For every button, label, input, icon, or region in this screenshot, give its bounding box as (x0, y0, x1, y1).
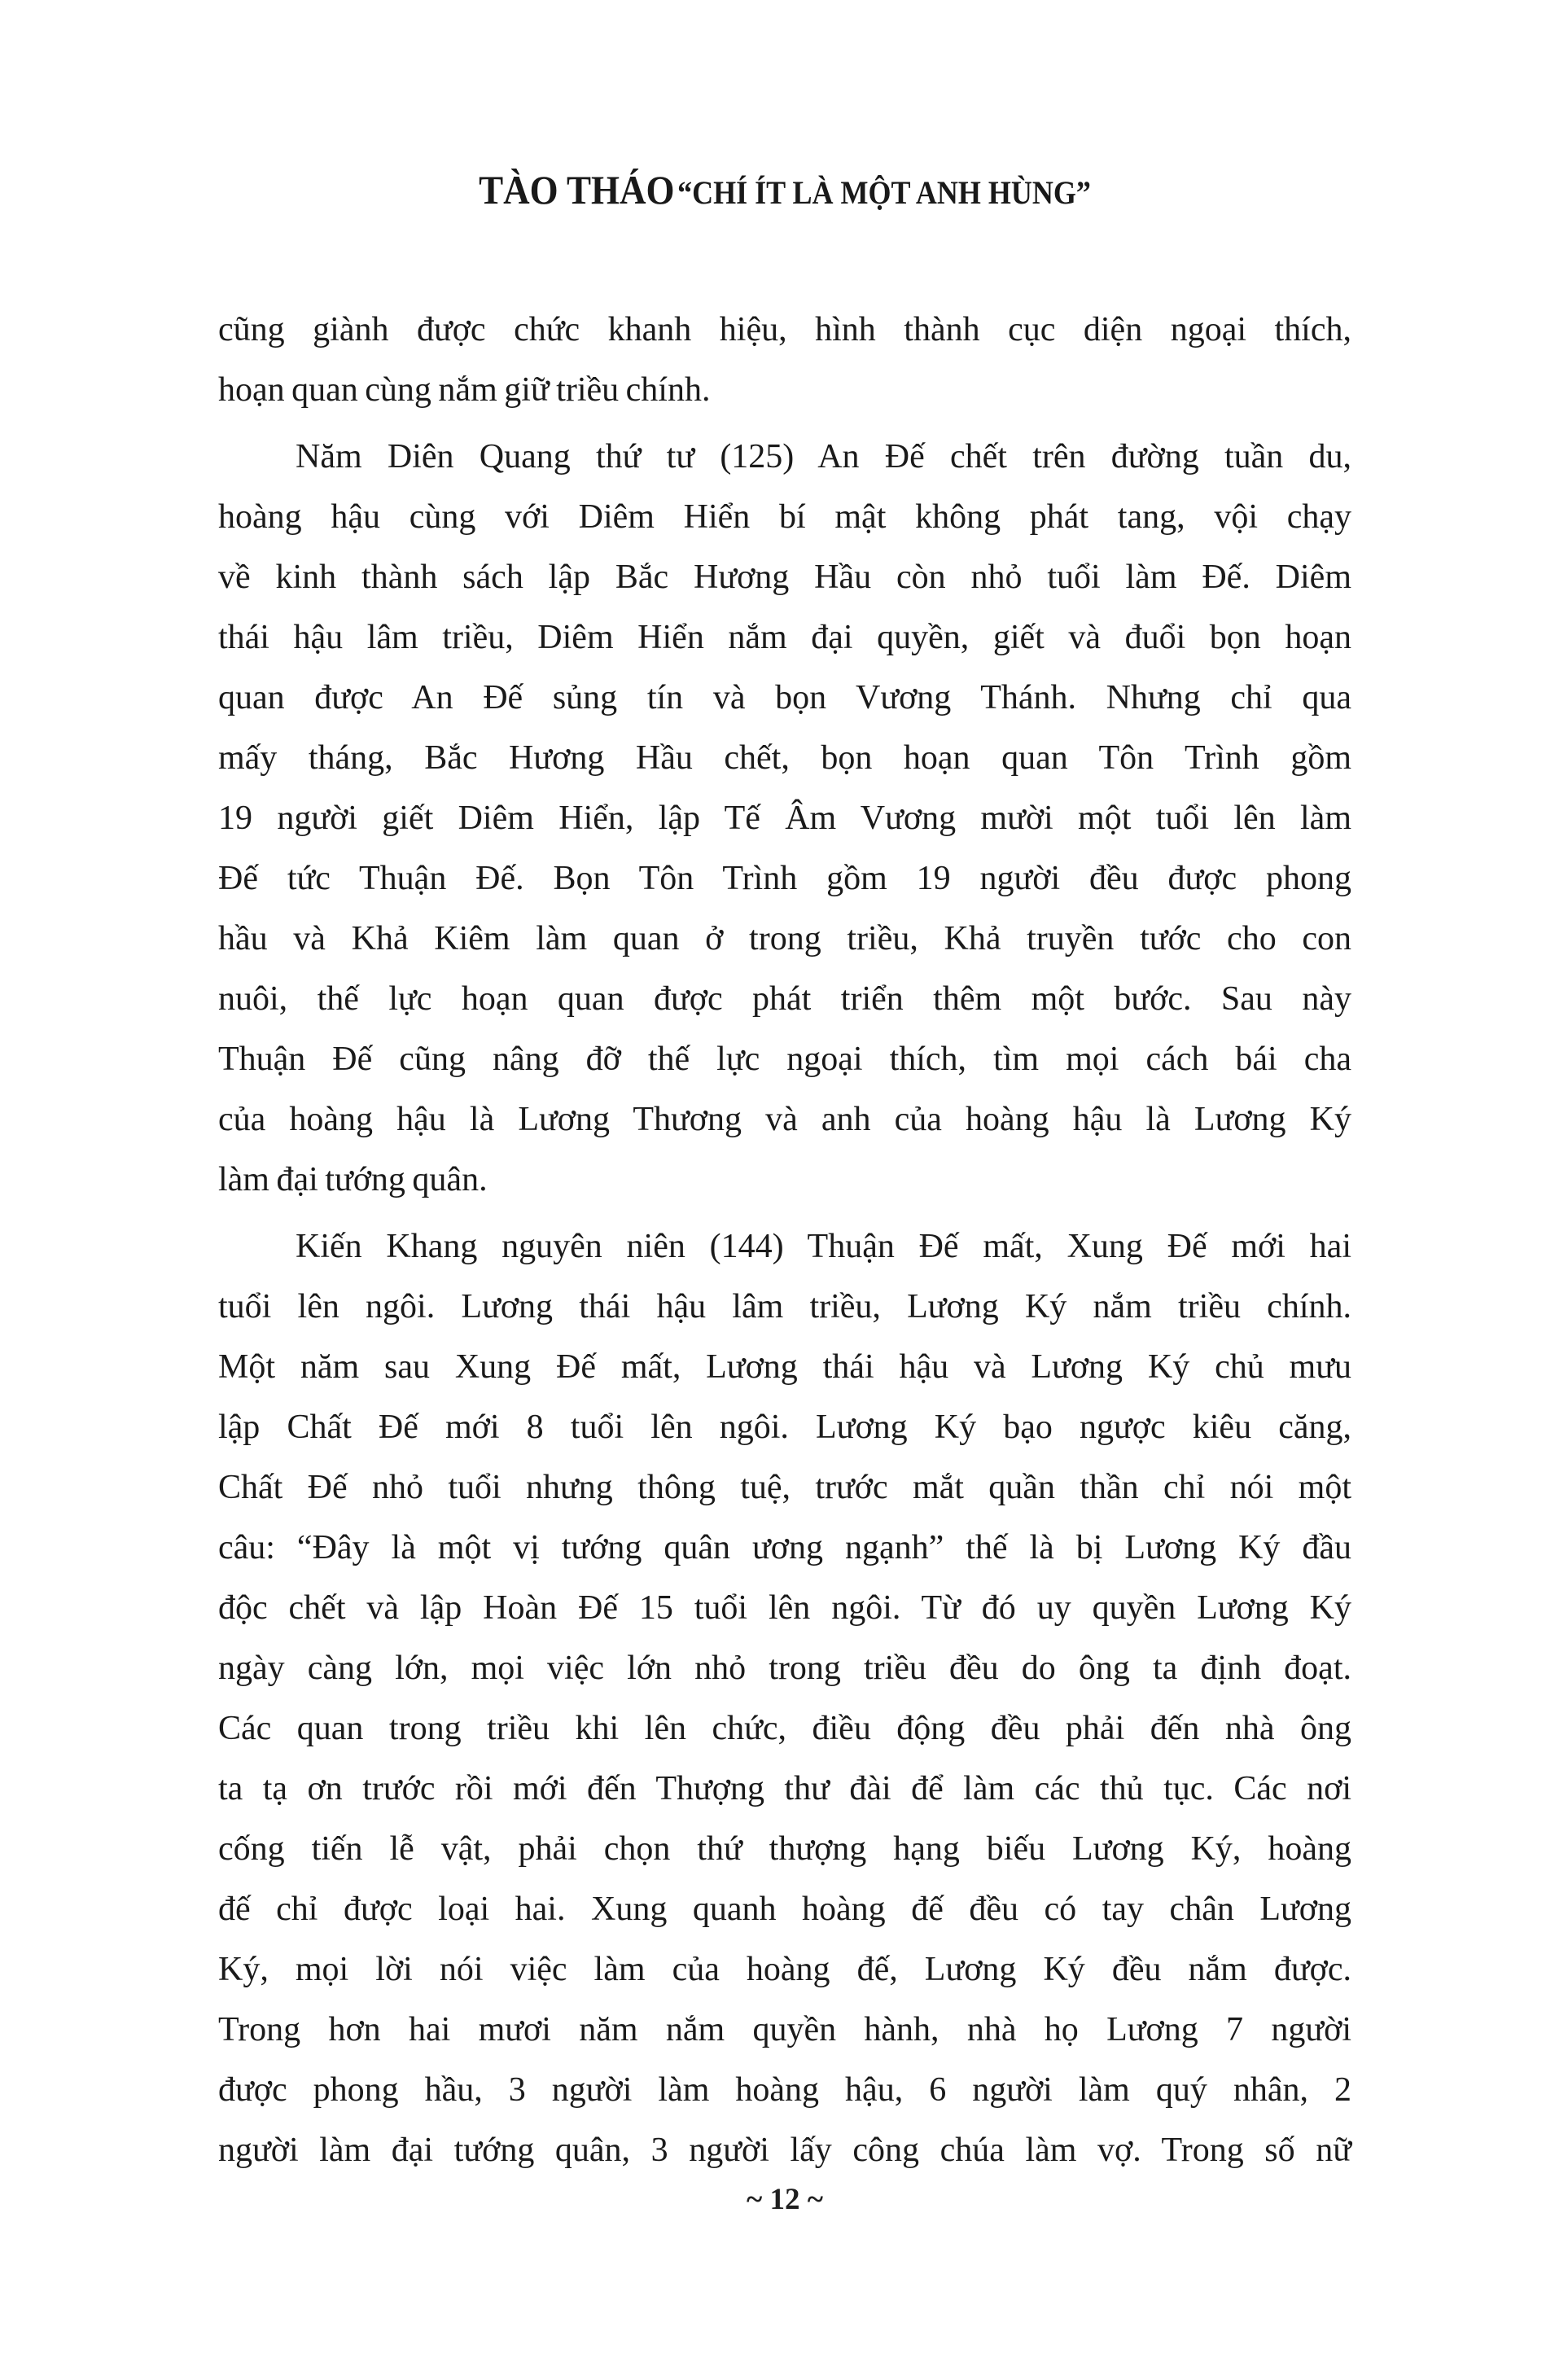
text-line: lập Chất Đế mới 8 tuổi lên ngôi. Lương Ký bạo ngược kiêu căng, (218, 1409, 1351, 1446)
paragraph (218, 300, 1351, 420)
text-line: làm đại tướng quân. (218, 1161, 488, 1198)
text-line: hầu và Khả Kiêm làm quan ở trong triều, Khả truyền tước cho con (218, 920, 1351, 957)
text-line: ta tạ ơn trước rồi mới đến Thượng thư đài để làm các thủ tục. Các nơi (218, 1770, 1351, 1807)
running-header (275, 166, 1295, 213)
text-line: tuổi lên ngôi. Lương thái hậu lâm triều, Lương Ký nắm triều chính. (218, 1288, 1351, 1325)
text-line: người làm đại tướng quân, 3 người lấy công chúa làm vợ. Trong số nữ (218, 2132, 1351, 2169)
text-line: Ký, mọi lời nói việc làm của hoàng đế, Lương Ký đều nắm được. (218, 1951, 1351, 1988)
text-line: Năm Diên Quang thứ tư (125) An Đế chết trên đường tuần du, (296, 438, 1351, 475)
text-line: Kiến Khang nguyên niên (144) Thuận Đế mất, Xung Đế mới hai (296, 1228, 1351, 1265)
text-line: cũng giành được chức khanh hiệu, hình thành cục diện ngoại thích, (218, 311, 1351, 348)
paragraph (218, 427, 1351, 1210)
text-line: Các quan trong triều khi lên chức, điều động đều phải đến nhà ông (218, 1710, 1351, 1747)
body-text (218, 300, 1351, 2180)
text-line: quan được An Đế sủng tín và bọn Vương Thánh. Nhưng chỉ qua (218, 679, 1351, 716)
text-line: Chất Đế nhỏ tuổi nhưng thông tuệ, trước mắt quần thần chỉ nói một (218, 1469, 1351, 1506)
text-line: độc chết và lập Hoàn Đế 15 tuổi lên ngôi. Từ đó uy quyền Lương Ký (218, 1589, 1351, 1627)
text-line: của hoàng hậu là Lương Thương và anh của hoàng hậu là Lương Ký (218, 1101, 1351, 1138)
text-line: Trong hơn hai mươi năm nắm quyền hành, nhà họ Lương 7 người (218, 2011, 1351, 2048)
text-line: Thuận Đế cũng nâng đỡ thế lực ngoại thích, tìm mọi cách bái cha (218, 1041, 1351, 1078)
text-line: hoàng hậu cùng với Diêm Hiển bí mật không phát tang, vội chạy (218, 498, 1351, 536)
text-line: mấy tháng, Bắc Hương Hầu chết, bọn hoạn quan Tôn Trình gồm (218, 739, 1351, 777)
text-line: nuôi, thế lực hoạn quan được phát triển thêm một bước. Sau này (218, 980, 1351, 1018)
paragraph (218, 1216, 1351, 2180)
header-title-quote: “CHÍ ÍT LÀ MỘT ANH HÙNG” (677, 174, 1091, 211)
text-line: về kinh thành sách lập Bắc Hương Hầu còn nhỏ tuổi làm Đế. Diêm (218, 559, 1351, 596)
text-line: thái hậu lâm triều, Diêm Hiển nắm đại quyền, giết và đuổi bọn hoạn (218, 619, 1351, 656)
text-line: ngày càng lớn, mọi việc lớn nhỏ trong triều đều do ông ta định đoạt. (218, 1650, 1351, 1687)
header-title-main: TÀO THÁO (479, 167, 675, 213)
page-number: ~ 12 ~ (747, 2183, 823, 2216)
page-footer (218, 2180, 1351, 2219)
text-line: được phong hầu, 3 người làm hoàng hậu, 6 người làm quý nhân, 2 (218, 2071, 1351, 2109)
text-line: Một năm sau Xung Đế mất, Lương thái hậu và Lương Ký chủ mưu (218, 1348, 1351, 1386)
text-line: cống tiến lễ vật, phải chọn thứ thượng hạng biếu Lương Ký, hoàng (218, 1830, 1351, 1868)
text-line: 19 người giết Diêm Hiển, lập Tế Âm Vương mười một tuổi lên làm (218, 800, 1351, 837)
text-line: câu: “Đây là một vị tướng quân ương ngạnh” thế là bị Lương Ký đầu (218, 1529, 1351, 1566)
text-line: đế chỉ được loại hai. Xung quanh hoàng đế đều có tay chân Lương (218, 1891, 1351, 1928)
text-line: hoạn quan cùng nắm giữ triều chính. (218, 371, 711, 409)
text-line: Đế tức Thuận Đế. Bọn Tôn Trình gồm 19 người đều được phong (218, 860, 1351, 897)
